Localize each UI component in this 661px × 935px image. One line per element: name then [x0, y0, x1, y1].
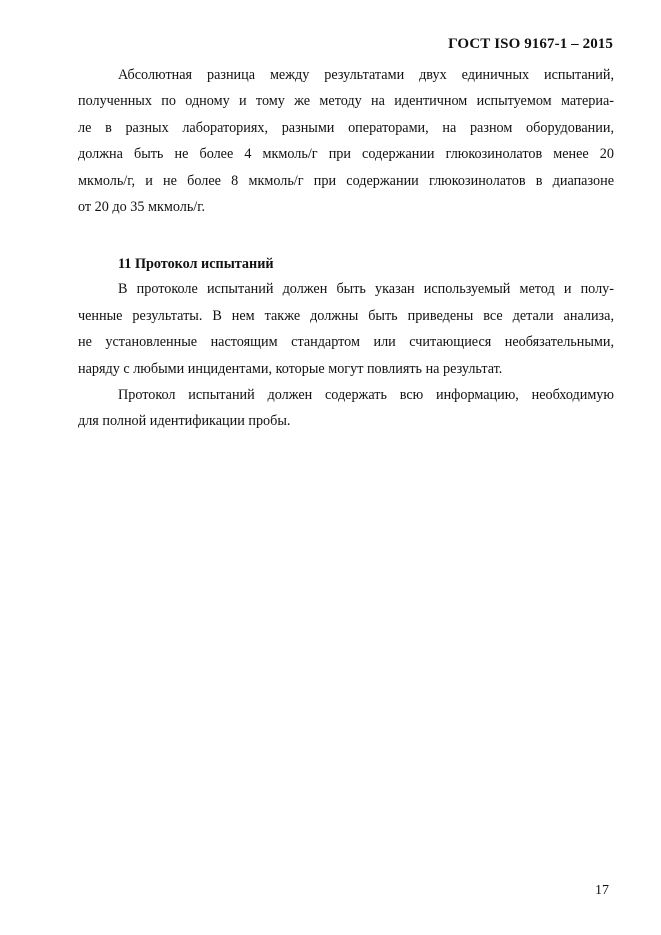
text-line: ле в разных лабораториях, разными операторами, на разном оборудовании, [78, 119, 614, 136]
text-line: наряду с любыми инцидентами, которые могут повлиять на результат. [78, 360, 503, 377]
document-header: ГОСТ ISO 9167-1 – 2015 [448, 36, 613, 52]
text-line: Абсолютная разница между результатами двух единичных испытаний, [118, 67, 614, 83]
text-line: не установленные настоящим стандартом или считающиеся необязательными, [78, 334, 614, 351]
section-test-report [78, 252, 614, 434]
text-line: для полной идентификации пробы. [78, 413, 291, 430]
text-line: полученных по одному и тому же методу на идентичном испытуемом материа- [78, 93, 614, 110]
text-line: мкмоль/г, и не более 8 мкмоль/г при содержании глюкозинолатов в диапазоне [78, 172, 614, 189]
text-line: В протоколе испытаний должен быть указан используемый метод и полу- [118, 281, 614, 298]
report-content-paragraph [78, 276, 614, 382]
text-line: ченные результаты. В нем также должны быть приведены все детали анализа, [78, 307, 614, 324]
text-line: Протокол испытаний должен содержать всю информацию, необходимую [118, 386, 614, 403]
text-line: от 20 до 35 мкмоль/г. [78, 198, 205, 215]
reproducibility-paragraph [78, 62, 614, 220]
report-identification-paragraph [78, 382, 614, 435]
section-heading: 11 Протокол испытаний [118, 256, 274, 273]
page-number: 17 [595, 883, 609, 898]
page-content [78, 62, 614, 435]
text-line: должна быть не более 4 мкмоль/г при содержании глюкозинолатов менее 20 [78, 146, 614, 163]
